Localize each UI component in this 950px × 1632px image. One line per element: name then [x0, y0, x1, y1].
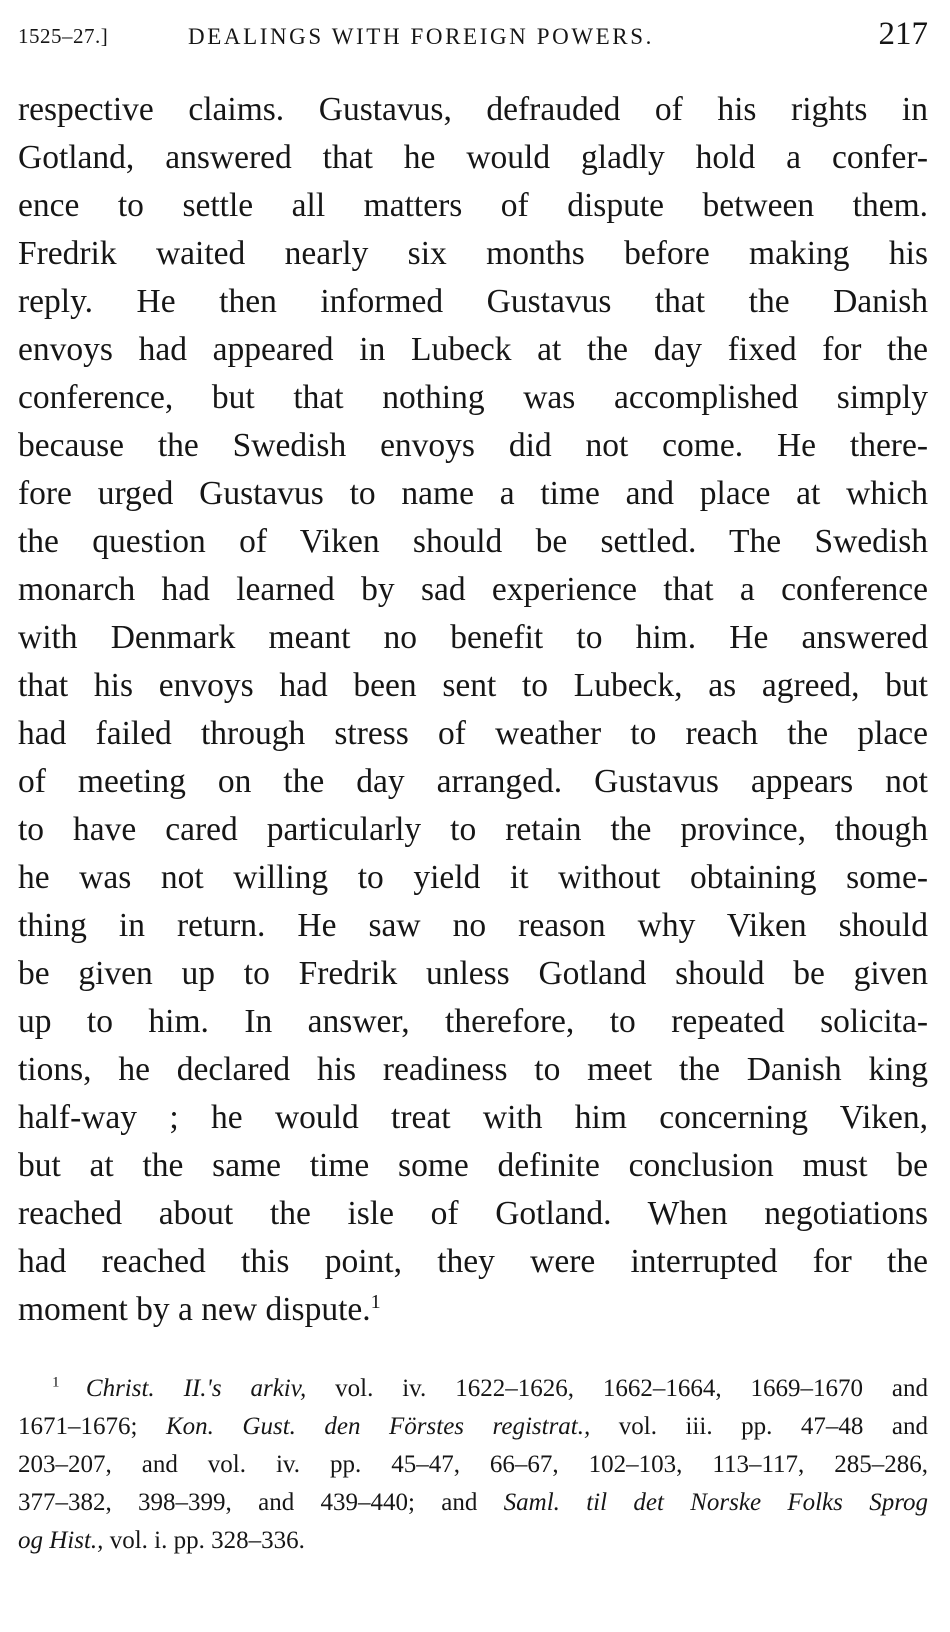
footnote-citation-title: Saml. til det Norske Folks Sprog [503, 1489, 928, 1516]
body-line [18, 518, 928, 566]
body-line-text: had reached this point, they were interrupted for the [18, 1243, 928, 1280]
footnote [18, 1370, 928, 1560]
header-title: DEALINGS WITH FOREIGN POWERS. [188, 24, 654, 49]
body-line [18, 86, 928, 134]
footnote-text: 203–207, and vol. iv. pp. 45–47, 66–67, 102–103, 113–117, 285–286, [18, 1451, 928, 1478]
body-line-text: respective claims. Gustavus, defrauded of his rights in [18, 91, 928, 128]
body-line [18, 1190, 928, 1238]
body-line-text: he was not willing to yield it without obtaining some- [18, 859, 928, 896]
body-line [18, 662, 928, 710]
body-line [18, 1238, 928, 1286]
body-line-text: Gotland, answered that he would gladly hold a confer- [18, 139, 928, 176]
body-line-text: be given up to Fredrik unless Gotland should be given [18, 955, 928, 992]
body-line-text: had failed through stress of weather to reach the place [18, 715, 928, 752]
page-number: 217 [878, 16, 928, 52]
footnote-line [18, 1408, 928, 1446]
body-line-text: up to him. In answer, therefore, to repeated solicita- [18, 1003, 928, 1040]
body-line [18, 1286, 928, 1334]
running-header [18, 14, 928, 54]
footnote-marker: 1 [52, 1374, 86, 1391]
body-line-text: half-way ; he would treat with him concerning Viken, [18, 1099, 928, 1136]
body-line-text: thing in return. He saw no reason why Viken should [18, 907, 928, 944]
body-line-text: reply. He then informed Gustavus that the Danish [18, 283, 928, 320]
footnote-reference[interactable]: 1 [370, 1290, 381, 1313]
body-line [18, 230, 928, 278]
footnote-text: vol. iii. pp. 47–48 and [590, 1413, 928, 1440]
body-line-text: but at the same time some definite conclusion must be [18, 1147, 928, 1184]
body-line [18, 566, 928, 614]
footnote-text: vol. iv. 1622–1626, 1662–1664, 1669–1670 and [306, 1375, 928, 1402]
footnote-citation-title: og Hist., [18, 1527, 104, 1554]
body-line [18, 182, 928, 230]
footnote-line [18, 1370, 928, 1408]
body-line-text: because the Swedish envoys did not come. He there- [18, 427, 928, 464]
body-line [18, 278, 928, 326]
body-line-text: to have cared particularly to retain the province, though [18, 811, 928, 848]
body-line [18, 1142, 928, 1190]
body-line-text: ence to settle all matters of dispute between them. [18, 187, 928, 224]
body-line [18, 470, 928, 518]
body-line-text: the question of Viken should be settled. The Swedish [18, 523, 928, 560]
body-line-text: Fredrik waited nearly six months before making his [18, 235, 928, 272]
body-line-text: monarch had learned by sad experience that a conference [18, 571, 928, 608]
footnote-text: 1671–1676; [18, 1413, 166, 1440]
header-date-range: 1525–27.] [18, 24, 109, 48]
body-line [18, 614, 928, 662]
footnote-citation-title: Kon. Gust. den Förstes registrat., [165, 1413, 591, 1440]
body-line [18, 1046, 928, 1094]
body-line-text: of meeting on the day arranged. Gustavus appears not [18, 763, 928, 800]
body-line-text: reached about the isle of Gotland. When negotiations [18, 1195, 928, 1232]
body-line-text: that his envoys had been sent to Lubeck, as agreed, but [18, 667, 928, 704]
body-line [18, 422, 928, 470]
body-line-text: conference, but that nothing was accomplished simply [18, 379, 928, 416]
body-line [18, 902, 928, 950]
body-line-text: fore urged Gustavus to name a time and place at which [18, 475, 928, 512]
footnote-line [18, 1522, 928, 1560]
body-line [18, 950, 928, 998]
body-line [18, 1094, 928, 1142]
footnote-text: 377–382, 398–399, and 439–440; and [18, 1489, 504, 1516]
body-line-text: with Denmark meant no benefit to him. He answered [18, 619, 928, 656]
body-line-text: tions, he declared his readiness to meet the Danish king [18, 1051, 928, 1088]
body-line [18, 374, 928, 422]
body-line [18, 326, 928, 374]
body-line [18, 806, 928, 854]
body-line [18, 710, 928, 758]
body-line [18, 998, 928, 1046]
body-line-text: envoys had appeared in Lubeck at the day fixed for the [18, 331, 928, 368]
footnote-text: vol. i. pp. 328–336. [103, 1527, 305, 1554]
body-line [18, 134, 928, 182]
body-line [18, 854, 928, 902]
body-text [18, 86, 928, 1334]
footnote-line [18, 1484, 928, 1522]
body-line-text: moment by a new dispute.$^1$ [18, 1290, 381, 1328]
footnote-citation-title: Christ. II.'s arkiv, [85, 1375, 307, 1402]
footnote-line [18, 1446, 928, 1484]
body-line [18, 758, 928, 806]
